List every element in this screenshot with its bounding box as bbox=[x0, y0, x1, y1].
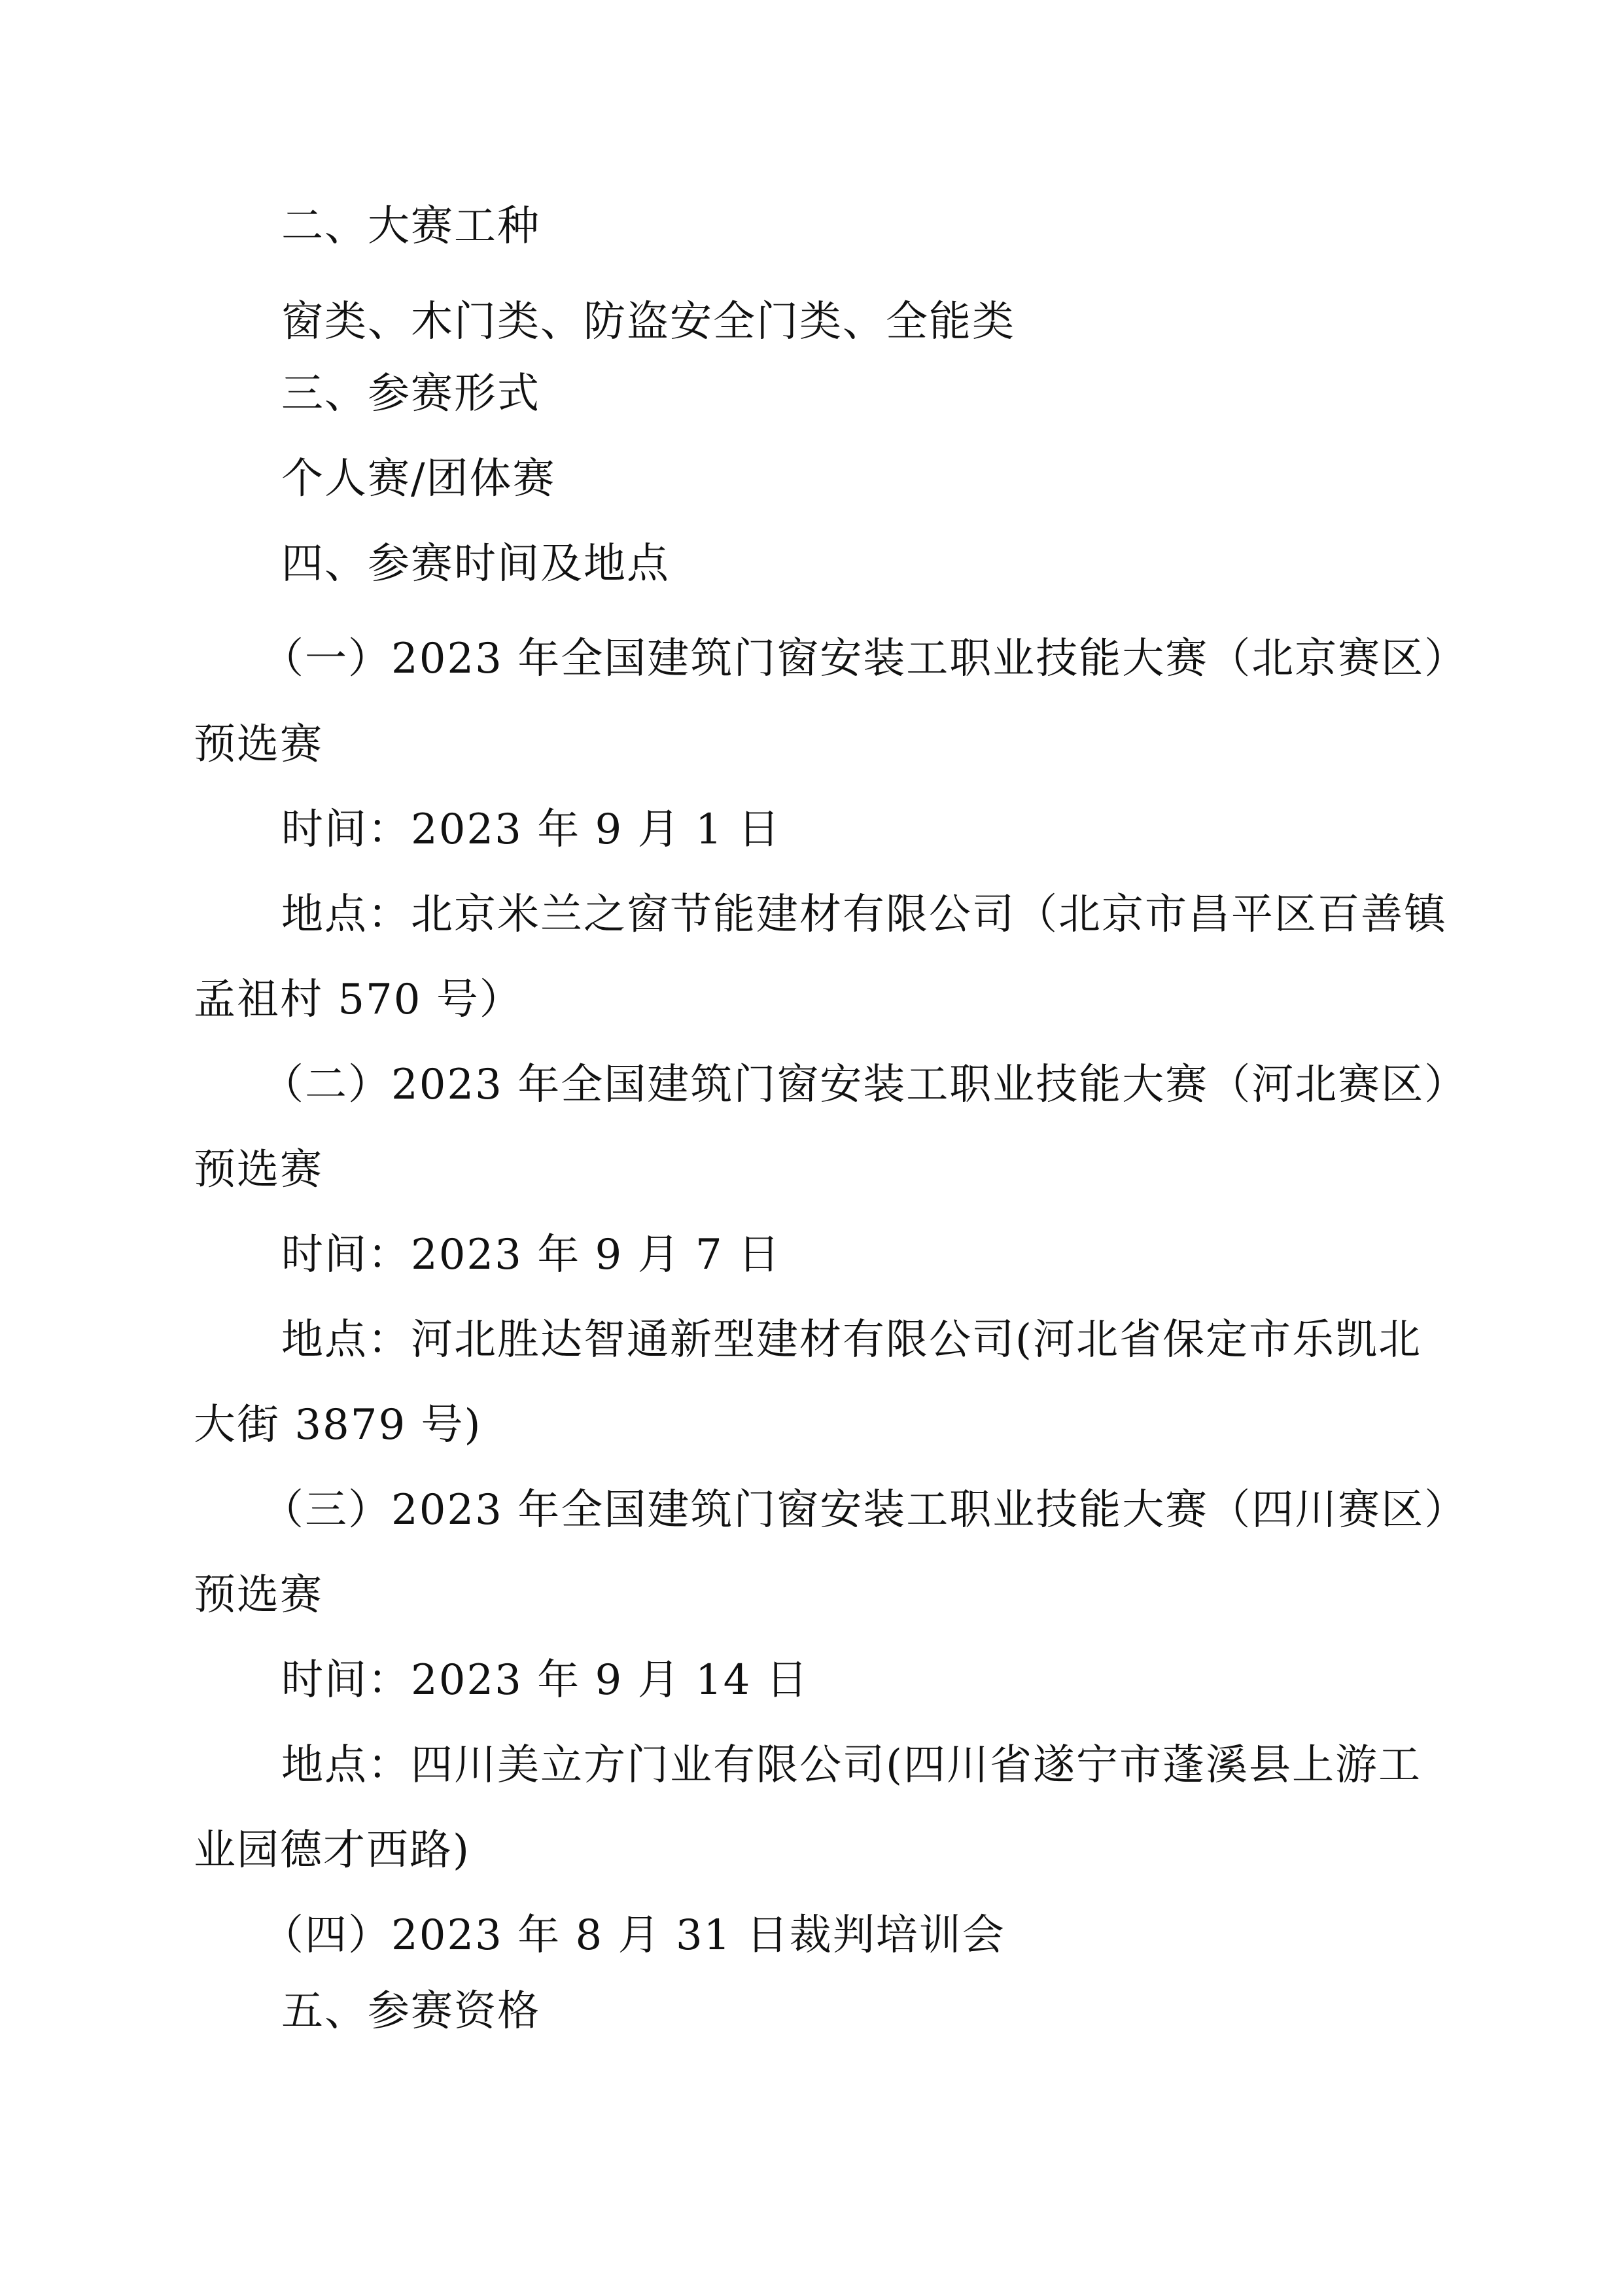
event-place-hebei: 地点：河北胜达智通新型建材有限公司(河北省保定市乐凯北 bbox=[281, 1316, 1422, 1364]
event-place-sichuan-cont: 业园德才西路) bbox=[194, 1826, 470, 1875]
event-title-sichuan: （三）2023 年全国建筑门窗安装工职业技能大赛（四川赛区） bbox=[262, 1486, 1468, 1534]
event-place-hebei-cont: 大街 3879 号) bbox=[194, 1401, 482, 1449]
competition-types-list: 窗类、木门类、防盗安全门类、全能类 bbox=[281, 298, 1015, 346]
event-time-hebei: 时间：2023 年 9 月 7 日 bbox=[281, 1231, 782, 1279]
event-title-beijing: （一）2023 年全国建筑门窗安装工职业技能大赛（北京赛区） bbox=[262, 635, 1468, 683]
event-title-hebei: （二）2023 年全国建筑门窗安装工职业技能大赛（河北赛区） bbox=[262, 1061, 1468, 1109]
section-heading-competition-types: 二、大赛工种 bbox=[281, 202, 540, 251]
event-title-beijing-cont: 预选赛 bbox=[194, 720, 323, 769]
section-heading-time-place: 四、参赛时间及地点 bbox=[281, 540, 670, 588]
referee-training: （四）2023 年 8 月 31 日裁判培训会 bbox=[262, 1911, 1005, 1960]
event-place-beijing-cont: 孟祖村 570 号） bbox=[194, 976, 523, 1024]
event-title-sichuan-cont: 预选赛 bbox=[194, 1571, 323, 1619]
event-time-sichuan: 时间：2023 年 9 月 14 日 bbox=[281, 1656, 809, 1704]
section-heading-eligibility: 五、参赛资格 bbox=[281, 1987, 540, 2036]
event-time-beijing: 时间：2023 年 9 月 1 日 bbox=[281, 805, 782, 854]
section-heading-format: 三、参赛形式 bbox=[281, 370, 540, 418]
event-place-beijing: 地点：北京米兰之窗节能建材有限公司（北京市昌平区百善镇 bbox=[281, 891, 1447, 939]
format-body: 个人赛/团体赛 bbox=[281, 455, 556, 503]
event-title-hebei-cont: 预选赛 bbox=[194, 1146, 323, 1194]
event-place-sichuan: 地点：四川美立方门业有限公司(四川省遂宁市蓬溪县上游工 bbox=[281, 1741, 1422, 1790]
